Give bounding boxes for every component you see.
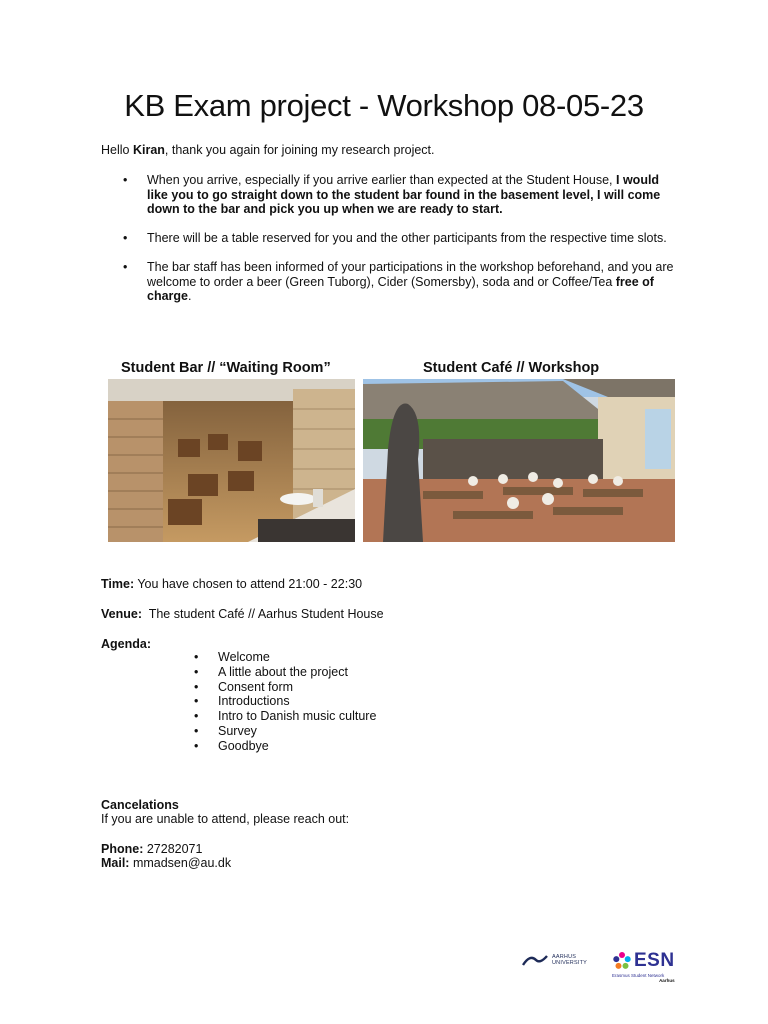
venue-row bbox=[101, 607, 384, 621]
greeting-prefix: Hello bbox=[101, 143, 133, 157]
agenda-item: • A little about the project bbox=[194, 665, 376, 680]
esn-logo: ESN Erasmus Student Network Aarhus bbox=[612, 950, 675, 983]
agenda-item: • Survey bbox=[194, 724, 376, 739]
instruction-item: • When you arrive, especially if you arrive earlier than expected at the Student House, I would like you to go straight down to the student bar found in the basement level, I will come down to the bar and pick you up when we are ready to start. bbox=[101, 173, 676, 217]
agenda-item: • Consent form bbox=[194, 680, 376, 695]
instruction-item: • There will be a table reserved for you and the other participants from the respective time slots. bbox=[101, 231, 676, 246]
aarhus-university-logo: AARHUS UNIVERSITY bbox=[522, 954, 587, 966]
student-bar-photo bbox=[108, 379, 355, 542]
mail-address[interactable]: mmadsen@au.dk bbox=[129, 856, 232, 870]
au-seal-icon bbox=[522, 954, 548, 966]
agenda-item: • Goodbye bbox=[194, 739, 376, 754]
agenda-item: • Welcome bbox=[194, 650, 376, 665]
time-label: Time: bbox=[101, 577, 135, 591]
phone-number: 27282071 bbox=[143, 842, 203, 856]
mail-label: Mail: bbox=[101, 856, 130, 870]
time-value: You have chosen to attend 21:00 - 22:30 bbox=[134, 577, 363, 591]
mail-row bbox=[101, 856, 231, 870]
greeting bbox=[101, 143, 435, 157]
phone-label: Phone: bbox=[101, 842, 144, 856]
cancelations-heading: Cancelations bbox=[101, 798, 179, 812]
student-bar-caption: Student Bar // “Waiting Room” bbox=[121, 360, 331, 376]
instruction-item: • The bar staff has been informed of your participations in the workshop beforehand, and you are welcome to order a beer (Green Tuborg), Cider (Somersby), soda and or Coffee/Tea free of charge. bbox=[101, 260, 676, 304]
phone-row bbox=[101, 842, 202, 856]
cancelations-text: If you are unable to attend, please reach out: bbox=[101, 812, 350, 826]
greeting-suffix: , thank you again for joining my research project. bbox=[164, 143, 435, 157]
participant-name: Kiran bbox=[132, 143, 165, 157]
venue-value: The student Café // Aarhus Student House bbox=[142, 607, 384, 621]
esn-wordmark: ESN bbox=[634, 950, 675, 971]
agenda-list bbox=[194, 650, 376, 754]
agenda-item: • Intro to Danish music culture bbox=[194, 709, 376, 724]
student-cafe-caption: Student Café // Workshop bbox=[423, 360, 600, 376]
time-row bbox=[101, 577, 362, 591]
agenda-heading: Agenda: bbox=[101, 637, 151, 651]
esn-star-icon bbox=[612, 951, 632, 971]
document-title: KB Exam project - Workshop 08-05-23 bbox=[124, 88, 644, 123]
venue-label: Venue: bbox=[101, 607, 142, 621]
student-cafe-photo bbox=[363, 379, 675, 542]
agenda-item: • Introductions bbox=[194, 694, 376, 709]
instructions-list bbox=[101, 173, 676, 318]
